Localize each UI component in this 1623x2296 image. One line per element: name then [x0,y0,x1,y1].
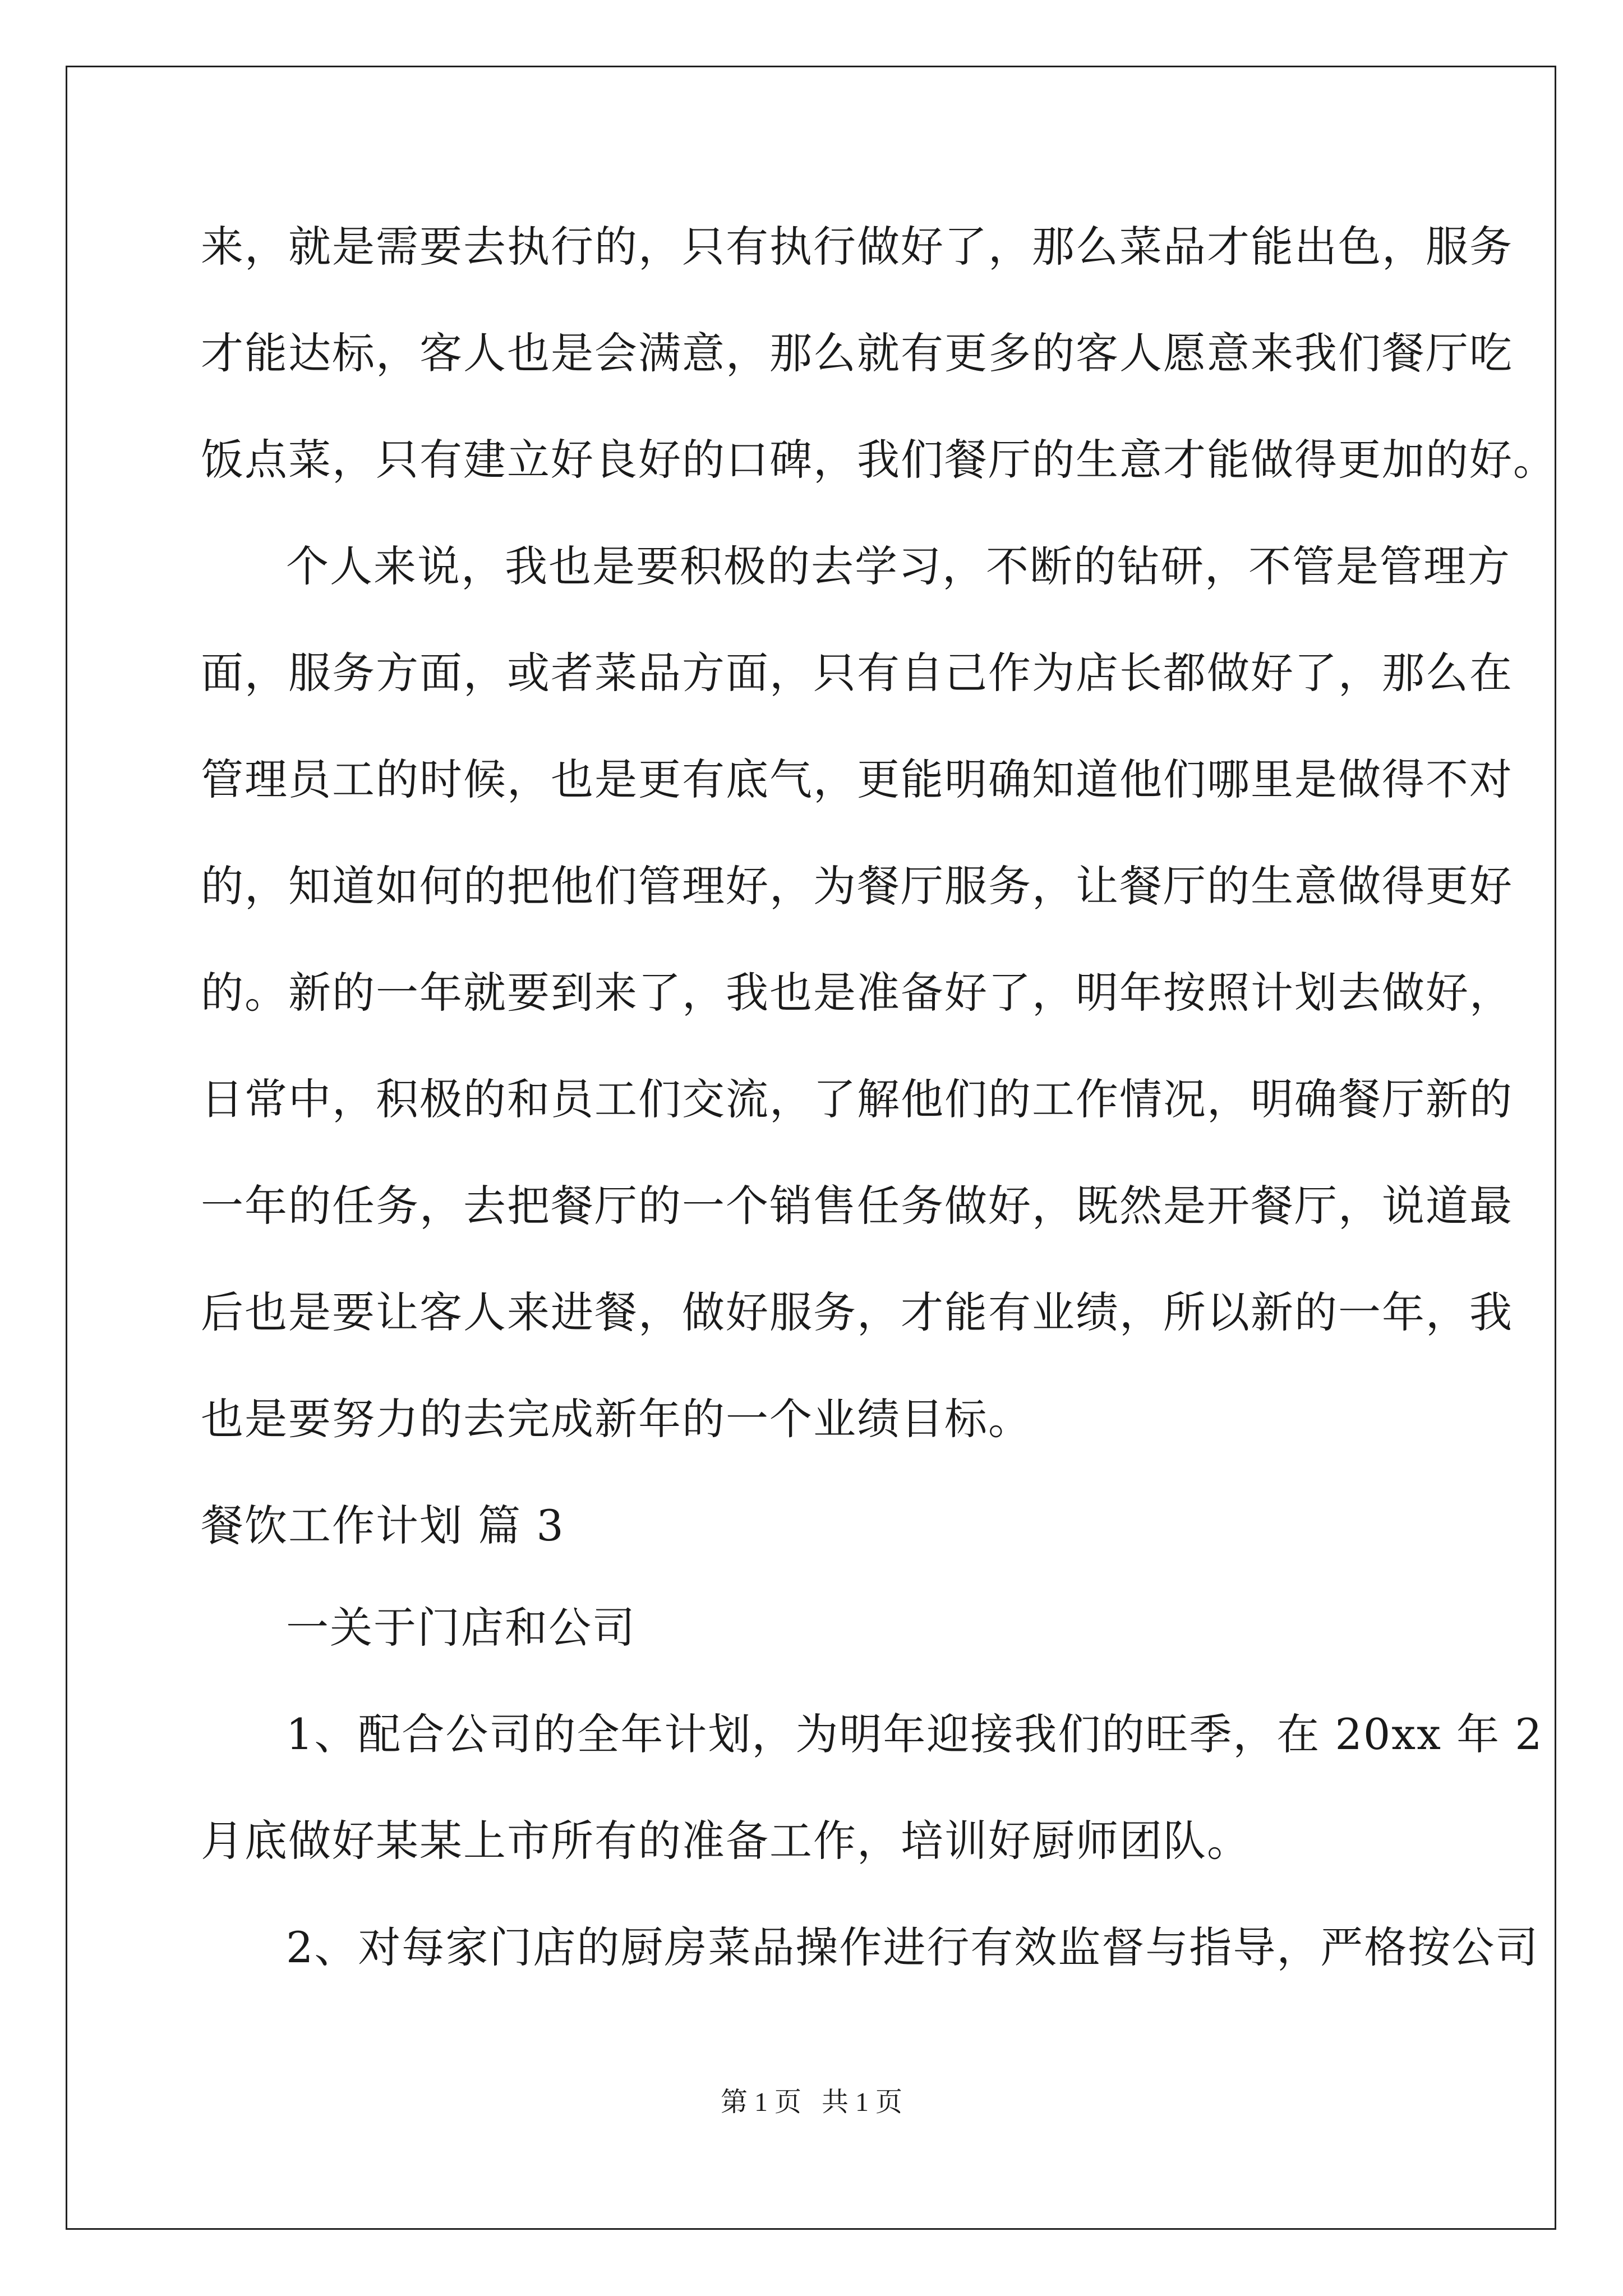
paragraph-line: 日常中，积极的和员工们交流，了解他们的工作情况，明确餐厅新的 [201,1074,1513,1124]
paragraph-line: 管理员工的时候，也是更有底气，更能明确知道他们哪里是做得不对 [201,754,1513,804]
paragraph-line: 1、配合公司的全年计划，为明年迎接我们的旺季，在 20xx 年 2 [286,1709,1543,1759]
paragraph-line: 面，服务方面，或者菜品方面，只有自己作为店长都做好了，那么在 [201,648,1513,698]
paragraph-line: 一年的任务，去把餐厅的一个销售任务做好，既然是开餐厅，说道最 [201,1181,1513,1231]
paragraph-line: 的。新的一年就要到来了，我也是准备好了，明年按照计划去做好， [201,968,1513,1018]
paragraph-line: 个人来说，我也是要积极的去学习，不断的钻研，不管是管理方 [286,541,1511,591]
subsection-heading: 一关于门店和公司 [286,1603,636,1653]
paragraph-line: 后也是要让客人来进餐，做好服务，才能有业绩，所以新的一年，我 [201,1287,1513,1337]
paragraph-line: 月底做好某某上市所有的准备工作，培训好厨师团队。 [201,1816,1251,1866]
page-footer: 第 1 页 共 1 页 [720,2087,902,2117]
section-heading: 餐饮工作计划 篇 3 [201,1501,565,1550]
paragraph-line: 2、对每家门店的厨房菜品操作进行有效监督与指导，严格按公司 [286,1922,1539,1972]
paragraph-line: 才能达标，客人也是会满意，那么就有更多的客人愿意来我们餐厅吃 [201,328,1513,378]
paragraph-line: 的，知道如何的把他们管理好，为餐厅服务，让餐厅的生意做得更好 [201,861,1513,911]
paragraph-line: 饭点菜，只有建立好良好的口碑，我们餐厅的生意才能做得更加的好。 [201,435,1557,485]
paragraph-line: 来，就是需要去执行的，只有执行做好了，那么菜品才能出色，服务 [201,222,1513,272]
paragraph-line: 也是要努力的去完成新年的一个业绩目标。 [201,1394,1032,1444]
document-body [201,218,1557,2025]
